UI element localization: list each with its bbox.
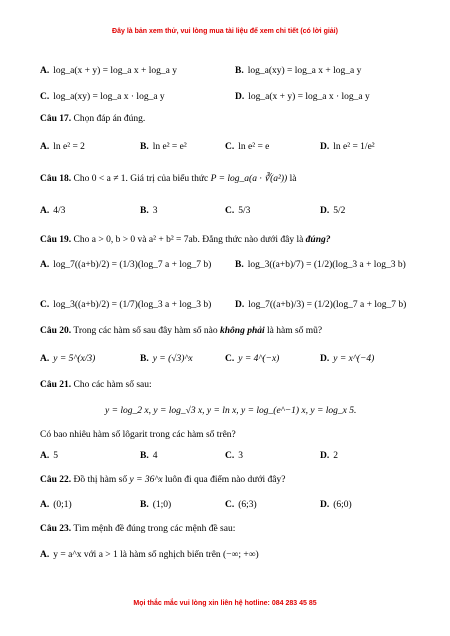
q23-option-a: A. y = a^x với a > 1 là hàm số nghịch biến trên (−∞; +∞) <box>40 550 259 560</box>
q21-option-d: D. 2 <box>320 451 338 461</box>
q19-option-a: A. log_7((a+b)/2) = (1/3)(log_7 a + log_7 b) <box>40 260 212 270</box>
q22-option-a: A. (0;1) <box>40 500 72 510</box>
q20-stem <box>40 326 322 337</box>
q20-option-b: B. y = (√3)^x <box>140 354 193 364</box>
q16-option-a: A. log_a(x + y) = log_a x + log_a y <box>40 66 177 76</box>
q20-emphasis: không phải <box>220 326 265 336</box>
q23-label: Câu 23. <box>40 524 72 534</box>
q19-option-a-text: log_7((a+b)/2) = (1/3)(log_7 a + log_7 b) <box>53 260 212 270</box>
q16-option-c-text: log_a(xy) = log_a x · log_a y <box>53 92 165 102</box>
q21-option-c-text: 3 <box>238 451 243 461</box>
q17-option-c: C. ln e² = e <box>225 142 270 152</box>
q22-stem <box>40 475 285 486</box>
q17-label: Câu 17. <box>40 114 72 124</box>
q19-emphasis: đúng? <box>305 235 331 245</box>
q18-text-1: Cho 0 < a ≠ 1. Giá trị của biểu thức <box>73 174 209 184</box>
q18-option-d: D. 5/2 <box>320 206 346 216</box>
q19-option-b: B. log_3((a+b)/7) = (1/2)(log_3 a + log_3 b) <box>235 260 406 270</box>
q16-option-b: B. log_a(xy) = log_a x + log_a y <box>235 66 362 76</box>
q20-option-c-text: y = 4^(−x) <box>238 354 280 364</box>
q20-option-b-text: y = (√3)^x <box>152 354 193 364</box>
q17-option-a: A. ln e² = 2 <box>40 142 85 152</box>
q21-stem <box>40 380 152 391</box>
q21-functions: y = log_2 x, y = log_√3 x, y = ln x, y = log_(e^−1) x, y = log_x 5. <box>105 406 357 416</box>
q20-option-a-text: y = 5^(x/3) <box>53 354 96 364</box>
q17-stem <box>40 114 145 125</box>
q19-label: Câu 19. <box>40 235 72 245</box>
q21-followup: Có bao nhiêu hàm số lôgarit trong các hàm số trên? <box>40 430 236 440</box>
q22-option-b: B. (1;0) <box>140 500 172 510</box>
q18-option-d-text: 5/2 <box>333 206 346 216</box>
q16-option-a-text: log_a(x + y) = log_a x + log_a y <box>53 66 177 76</box>
q18-option-a: A. 4/3 <box>40 206 66 216</box>
q19-option-d-text: log_7((a+b)/3) = (1/2)(log_7 a + log_7 b) <box>248 300 407 310</box>
q17-option-a-text: ln e² = 2 <box>53 142 85 152</box>
q22-label: Câu 22. <box>40 475 72 485</box>
q18-expression: P = log_a(a · ∛(a²)) <box>210 174 288 184</box>
q19-text-1: Cho a > 0, b > 0 và a² + b² = 7ab. Đẳng thức nào dưới đây là <box>73 235 304 245</box>
q16-option-b-text: log_a(xy) = log_a x + log_a y <box>247 66 362 76</box>
q20-text-1: Trong các hàm số sau đây hàm số nào <box>73 326 218 336</box>
q22-option-a-text: (0;1) <box>53 500 72 510</box>
q19-option-c: C. log_3((a+b)/2) = (1/7)(log_3 a + log_3 b) <box>40 300 212 310</box>
q21-option-a-text: 5 <box>53 451 58 461</box>
q18-stem <box>40 174 296 185</box>
q22-option-b-text: (1;0) <box>152 500 172 510</box>
q21-text: Cho các hàm số sau: <box>73 380 152 390</box>
q21-option-b-text: 4 <box>152 451 158 461</box>
q18-text-2: là <box>289 174 297 184</box>
q21-option-b: B. 4 <box>140 451 158 461</box>
q17-option-d-text: ln e² = 1/e² <box>333 142 375 152</box>
q21-option-c: C. 3 <box>225 451 243 461</box>
q22-option-d: D. (6;0) <box>320 500 352 510</box>
q21-label: Câu 21. <box>40 380 72 390</box>
q20-label: Câu 20. <box>40 326 72 336</box>
q16-option-d-text: log_a(x + y) = log_a x · log_a y <box>248 92 370 102</box>
q23-stem <box>40 524 235 535</box>
q16-option-c: C. log_a(xy) = log_a x · log_a y <box>40 92 165 102</box>
q17-option-b: B. ln e² = e² <box>140 142 187 152</box>
q18-option-b: B. 3 <box>140 206 158 216</box>
q19-option-c-text: log_3((a+b)/2) = (1/7)(log_3 a + log_3 b) <box>53 300 212 310</box>
q22-option-c: C. (6;3) <box>225 500 257 510</box>
q21-option-d-text: 2 <box>333 451 338 461</box>
q22-text-1: Đồ thị hàm số <box>73 475 128 485</box>
q22-option-d-text: (6;0) <box>333 500 352 510</box>
q18-option-c: C. 5/3 <box>225 206 251 216</box>
q18-option-b-text: 3 <box>152 206 158 216</box>
q22-option-c-text: (6;3) <box>238 500 257 510</box>
q21-option-a: A. 5 <box>40 451 58 461</box>
q19-stem <box>40 235 331 246</box>
q17-option-c-text: ln e² = e <box>238 142 270 152</box>
q18-option-a-text: 4/3 <box>53 206 66 216</box>
q22-expression: y = 36^x <box>129 475 163 485</box>
q22-text-2: luôn đi qua điểm nào dưới đây? <box>164 475 286 485</box>
q20-option-d-text: y = x^(−4) <box>333 354 375 364</box>
hotline-banner: Mọi thắc mắc vui lòng xin liên hệ hotline: 084 283 45 85 <box>133 600 317 607</box>
q20-option-d: D. y = x^(−4) <box>320 354 375 364</box>
q20-option-c: C. y = 4^(−x) <box>225 354 280 364</box>
q17-text: Chọn đáp án đúng. <box>73 114 146 124</box>
q20-text-2: là hàm số mũ? <box>267 326 323 336</box>
q18-option-c-text: 5/3 <box>238 206 251 216</box>
preview-banner: Đây là bản xem thử, vui lòng mua tài liệu để xem chi tiết (có lời giải) <box>112 28 338 35</box>
q19-option-d: D. log_7((a+b)/3) = (1/2)(log_7 a + log_7 b) <box>235 300 407 310</box>
q23-option-a-text: y = a^x với a > 1 là hàm số nghịch biến trên (−∞; +∞) <box>53 550 259 560</box>
q19-option-b-text: log_3((a+b)/7) = (1/2)(log_3 a + log_3 b) <box>247 260 406 270</box>
q17-option-b-text: ln e² = e² <box>152 142 187 152</box>
q18-label: Câu 18. <box>40 174 72 184</box>
q16-option-d: D. log_a(x + y) = log_a x · log_a y <box>235 92 370 102</box>
q23-text: Tìm mệnh đề đúng trong các mệnh đề sau: <box>73 524 236 534</box>
q20-option-a: A. y = 5^(x/3) <box>40 354 96 364</box>
q17-option-d: D. ln e² = 1/e² <box>320 142 375 152</box>
